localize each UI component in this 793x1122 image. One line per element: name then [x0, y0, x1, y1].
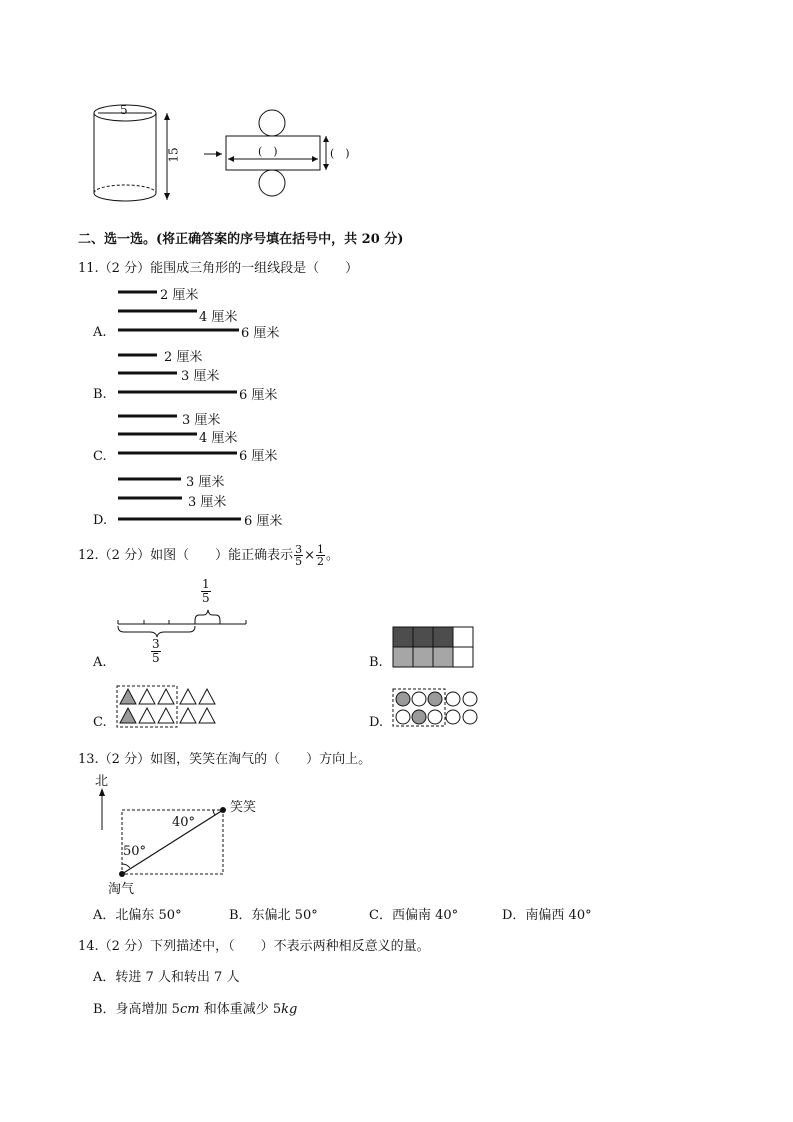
q11-b-seg1-label: 2 厘米 [164, 350, 203, 365]
net-width-blank: ( ) [330, 147, 350, 160]
q12-option-c-label: C. [93, 715, 107, 730]
q14-option-b: B．身高增加 5cm 和体重减少 5kg [93, 1002, 298, 1017]
q13-option-a: A．北偏东 50° [93, 908, 182, 923]
q13-option-c: C．西偏南 40° [369, 908, 459, 923]
north-label: 北 [95, 774, 109, 789]
q12-a-top-fraction: $\frac{1}{5}$ [202, 577, 210, 605]
q13-stem: 13.（2 分）如图，笑笑在淘气的（ ）方向上。 [78, 752, 372, 767]
q12-stem-text: 12.（2 分）如图（ ）能正确表示 [78, 548, 294, 563]
q12-fraction-1-2: $\frac{1}{2}$ [316, 543, 324, 568]
q11-d-seg2-label: 3 厘米 [188, 495, 227, 510]
q11-b-seg2-label: 3 厘米 [181, 369, 220, 384]
cylinder-diameter-label: 5 [120, 103, 128, 117]
q12-option-a-label: A. [93, 655, 107, 670]
q14-stem: 14.（2 分）下列描述中，（ ）不表示两种相反意义的量。 [78, 939, 430, 954]
q14-option-a: A．转进 7 人和转出 7 人 [93, 970, 240, 985]
q12-stem: 12.（2 分）如图（ ）能正确表示 $\frac{3}{5}$ × $\frac{1}{2}$ 。 [78, 543, 339, 568]
cylinder-height-label: 15 [166, 147, 181, 163]
q13-option-d: D．南偏西 40° [502, 908, 592, 923]
q11-c-seg3-label: 6 厘米 [239, 449, 278, 464]
q11-a-seg2-label: 4 厘米 [199, 310, 238, 325]
q12-option-d-label: D. [369, 715, 384, 730]
q12-a-bottom-fraction: $\frac{3}{5}$ [152, 637, 160, 665]
q11-c-seg2-label: 4 厘米 [199, 431, 238, 446]
times-sign: × [304, 548, 315, 563]
q11-a-seg1-label: 2 厘米 [160, 288, 199, 303]
angle-40-label: 40° [172, 815, 196, 830]
net-length-blank: ( ) [258, 145, 278, 158]
q11-option-a-label: A. [93, 325, 107, 340]
q11-d-seg1-label: 3 厘米 [186, 475, 225, 490]
q11-b-seg3-label: 6 厘米 [239, 388, 278, 403]
q11-stem: 11.（2 分）能围成三角形的一组线段是（ ） [78, 261, 359, 276]
q11-option-d-label: D. [93, 513, 108, 528]
q11-c-seg1-label: 3 厘米 [182, 413, 221, 428]
taoqi-label: 淘气 [108, 882, 135, 897]
q12-option-b-label: B. [369, 655, 383, 670]
q13-option-b: B．东偏北 50° [229, 908, 318, 923]
q11-a-seg3-label: 6 厘米 [241, 326, 280, 341]
q11-d-seg3-label: 6 厘米 [244, 514, 283, 529]
q11-option-b-label: B. [93, 387, 107, 402]
xiaoxiao-label: 笑笑 [230, 800, 257, 815]
q11-option-c-label: C. [93, 449, 107, 464]
angle-50-label: 50° [123, 844, 147, 859]
q12-fraction-3-5: $\frac{3}{5}$ [295, 543, 303, 568]
section-2-heading: 二、选一选。(将正确答案的序号填在括号中，共 20 分) [78, 232, 404, 247]
